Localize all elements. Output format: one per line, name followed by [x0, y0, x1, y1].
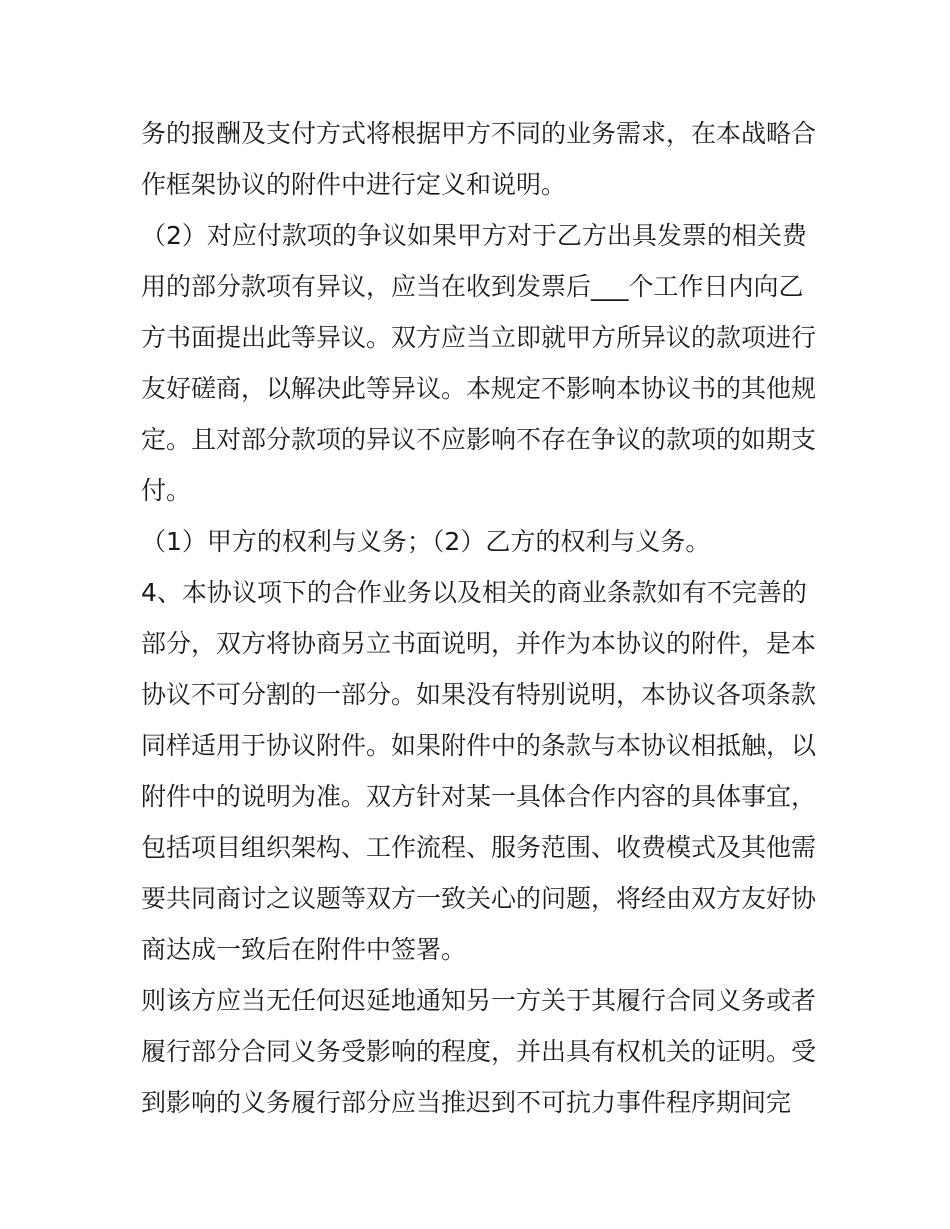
text-line: （2）对应付款项的争议如果甲方对于乙方出具发票的相关费	[141, 221, 807, 250]
text-line: 定。且对部分款项的异议不应影响不存在争议的款项的如期支	[141, 425, 817, 454]
text-line: 协议不可分割的一部分。如果没有特别说明，本协议各项条款	[141, 680, 817, 709]
text-line: 同样适用于协议附件。如果附件中的条款与本协议相抵触，以	[141, 731, 817, 760]
text-line: 友好磋商，以解决此等异议。本规定不影响本协议书的其他规	[141, 374, 817, 403]
text-line: 方书面提出此等异议。双方应当立即就甲方所异议的款项进行	[141, 323, 817, 352]
text-line: 包括项目组织架构、工作流程、服务范围、收费模式及其他需	[141, 833, 817, 862]
text-line: 务的报酬及支付方式将根据甲方不同的业务需求，在本战略合	[141, 119, 817, 148]
text-line: 则该方应当无任何迟延地通知另一方关于其履行合同义务或者	[141, 986, 817, 1015]
text-line: （1）甲方的权利与义务；（2）乙方的权利与义务。	[141, 527, 711, 556]
text-line: 部分，双方将协商另立书面说明，并作为本协议的附件，是本	[141, 629, 817, 658]
text-line: 履行部分合同义务受影响的程度，并出具有权机关的证明。受	[141, 1037, 817, 1066]
text-line: 用的部分款项有异议，应当在收到发票后___个工作日内向乙	[141, 272, 804, 301]
text-line: 4、本协议项下的合作业务以及相关的商业条款如有不完善的	[141, 578, 807, 607]
document-body	[141, 108, 821, 1128]
text-line: 附件中的说明为准。双方针对某一具体合作内容的具体事宜，	[141, 782, 817, 811]
text-line: 作框架协议的附件中进行定义和说明。	[141, 170, 567, 199]
text-line: 付。	[141, 476, 192, 505]
text-line: 到影响的义务履行部分应当推迟到不可抗力事件程序期间完	[141, 1088, 792, 1117]
text-line: 要共同商讨之议题等双方一致关心的问题，将经由双方友好协	[141, 884, 817, 913]
text-line: 商达成一致后在附件中签署。	[141, 935, 467, 964]
